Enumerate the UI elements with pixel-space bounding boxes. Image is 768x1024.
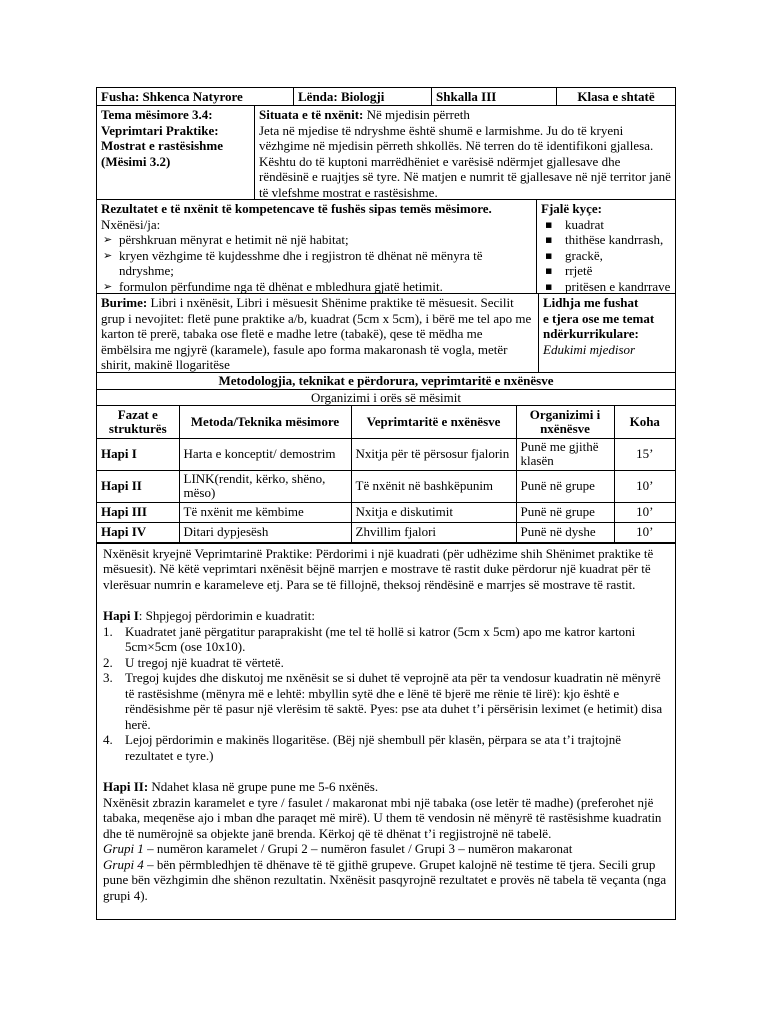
step-number: 2. (103, 654, 113, 670)
situata-title: Në mjedisin përreth (363, 107, 470, 122)
burime-cell (97, 294, 539, 372)
lidhja-heading-line: ndërkurrikulare: (543, 326, 639, 341)
list-item: ➢ formulon përfundime nga të dhënat e mbledhura gjatë hetimit. (101, 279, 532, 294)
step-number: 1. (103, 623, 113, 639)
step-number: 4. (103, 732, 113, 747)
topic-row (97, 105, 675, 199)
faza-cell: Hapi III (97, 502, 179, 522)
hapi2-body: Nxënësit zbrazin karamelet e tyre / fasulet / makaronat mbi një tabaka (ose letër të madhe) (preferohet një tabaka, meqenëse ajo i mban dhe paraqet më mirë). U them të vendosin në mënyrë të rastësishme kuadratin dhe të numërojnë sa objekte janë brenda. Kërkoj që të dhënat t’i regjistrojnë në tabelë. (103, 794, 662, 841)
koha-cell: 15’ (614, 438, 675, 470)
column-header: Metoda/Teknika mësimore (179, 406, 351, 438)
koha-cell: 10’ (614, 502, 675, 522)
burime-text: Libri i nxënësit, Libri i mësuesit Shënime praktike të mësuesit. Secilit grup i nevojitet: fletë pune praktike a/b, kuadrat (5cm x 5cm), i bërë me tel apo me karton të prerë, tabaka ose fletë e madhe letre (tabakë), qese të mëdha me ëmbëlsira me ngjyrë (karamele), fasule apo forma makaronash të vogla, metër shirit, makinë llogaritëse (101, 295, 532, 372)
grupi4-label: Grupi 4 (103, 856, 144, 872)
methodology-table (97, 406, 675, 543)
koha-cell: 10’ (614, 470, 675, 502)
keyword-item: ▪ kuadrat (541, 217, 671, 233)
veprimtari-cell: Nxitja e diskutimit (351, 502, 516, 522)
column-header: Veprimtaritë e nxënësve (351, 406, 516, 438)
body-text (97, 543, 675, 920)
situata-cell (255, 106, 675, 199)
organizimi-cell: Punë në dyshe (516, 522, 614, 542)
faza-cell: Hapi IV (97, 522, 179, 542)
table-row (97, 522, 675, 542)
metoda-cell: Të nxënit me këmbime (179, 502, 351, 522)
keyword-item: ▪ rrjetë (541, 263, 671, 279)
step-number: 3. (103, 670, 113, 685)
metodologjia-title: Metodologjia, teknikat e përdorura, veprimtaritë e nxënësve (97, 372, 675, 389)
step-text: Lejoj përdorimin e makinës llogaritëse. (Bëj një shembull për klasën, përpara se ata t’i trajtojnë rezultatet e tyre.) (125, 732, 621, 763)
column-header: Fazat e strukturës (97, 406, 179, 438)
grupi4-text: – bën përmbledhjen të dhënave të të gjithë grupeve. Grupet kalojnë në testime të tjera. Secili grup pune bën vëzhgimin dhe shënon rezultatin. Nxënësit pasqyrojnë rezultatet e provës në tabela të veçanta (nga grupi 4). (103, 856, 667, 903)
shkalla-cell: Shkalla III (432, 88, 557, 105)
fusha-cell: Fusha: Shkenca Natyrore (97, 88, 294, 105)
list-item (103, 624, 669, 655)
topic-line: Mostrat e rastësishme (101, 138, 224, 153)
list-item: ➢ përshkruan mënyrat e hetimit në një habitat; (101, 232, 532, 248)
hapi1-title: : Shpjegoj përdorimin e kuadratit: (138, 608, 315, 623)
organizimi-title: Organizimi i orës së mësimit (97, 389, 675, 405)
faza-cell: Hapi II (97, 470, 179, 502)
methodology-table-wrap (97, 405, 675, 543)
grupi1-text: – numëron karamelet / Grupi 2 – numëron fasulet / Grupi 3 – numëron makaronat (143, 841, 573, 856)
table-row (97, 502, 675, 522)
column-header: Koha (614, 406, 675, 438)
faza-cell: Hapi I (97, 438, 179, 470)
veprimtari-cell: Të nxënit në bashkëpunim (351, 470, 516, 502)
lenda-cell: Lënda: Biologji (294, 88, 432, 105)
lidhja-heading-line: Lidhja me fushat (543, 295, 639, 310)
list-item (103, 655, 669, 671)
koha-cell: 10’ (614, 522, 675, 542)
burime-label: Burime: (101, 295, 148, 310)
hapi2-title: Ndahet klasa në grupe pune me 5-6 nxënës. (148, 779, 379, 794)
hapi2-label: Hapi II: (103, 779, 149, 794)
metoda-cell: Ditari dypjesësh (179, 522, 351, 542)
klasa-cell: Klasa e shtatë (577, 89, 655, 104)
rezultatet-subject: Nxënësi/ja: (101, 216, 161, 232)
hapi1-label: Hapi I (103, 608, 139, 623)
column-header: Organizimi i nxënësve (516, 406, 614, 438)
topic-cell (97, 106, 255, 199)
fjale-kyce-cell (537, 200, 675, 293)
table-row (97, 438, 675, 470)
metoda-cell: Harta e konceptit/ demostrim (179, 438, 351, 470)
lesson-plan (96, 87, 676, 920)
organizimi-cell: Punë në grupe (516, 502, 614, 522)
topic-line: Veprimtari Praktike: (101, 122, 219, 138)
organizimi-cell: Punë në grupe (516, 470, 614, 502)
topic-line: Tema mësimore 3.4: (101, 107, 213, 122)
step-text: U tregoj një kuadrat të vërtetë. (125, 654, 284, 670)
organizimi-cell: Punë me gjithë klasën (516, 438, 614, 470)
intro-paragraph: Nxënësit kryejnë Veprimtarinë Praktike: Përdorimi i një kuadrati (për udhëzime shih Shënimet praktike të mësuesit). Në këtë veprimtari nxënësit bëjnë marrjen e mostrave të rastit duke përdorur një kuadrat për të vlerësuar numrin e karameleve etj. Para se të fillojnë, theksoj rëndësinë e marrjes së mostrave të rastit. (103, 545, 654, 592)
step-text: Kuadratet janë përgatitur paraprakisht (me tel të hollë si katror (5cm x 5cm) apo me katror kartoni 5cm×5cm (ose 10x10). (125, 623, 636, 654)
metoda-cell: LINK(rendit, kërko, shëno, mëso) (179, 470, 351, 502)
lidhja-heading-line: e tjera ose me temat (543, 310, 655, 326)
lidhja-cell (539, 294, 675, 372)
table-row (97, 470, 675, 502)
lidhja-value: Edukimi mjedisor (543, 341, 636, 357)
keyword-item: ▪ grackë, (541, 248, 671, 264)
grupi1-label: Grupi 1 (103, 841, 144, 856)
veprimtari-cell: Nxitja për të përsosur fjalorin (351, 438, 516, 470)
fjale-kyce-list (541, 217, 671, 294)
table-header-row (97, 406, 675, 438)
fjale-kyce-heading: Fjalë kyçe: (541, 201, 603, 216)
keyword-item: ▪ pritësen e kandrrave (541, 279, 671, 294)
situata-body: Jeta në mjedise të ndryshme është shumë e larmishme. Ju do të kryeni vëzhgime në mjedisin përreth shkollës. Në terren do të identifikoni gjallesa. Kështu do të kuptoni marrëdhëniet e varësisë ndërmjet gjallesave dhe rëndësinë e ruajtjes së tyre. Në matjen e numrit të gjallesave në një territor janë të vlefshme mostrat e rastësishme. (259, 122, 671, 199)
step-text: Tregoj kujdes dhe diskutoj me nxënësit se si duhet të veprojnë ata për ta vendosur kuadratin në mënyrë të rastësishme (mënyra më e lehtë: mbyllin sytë dhe e lënë të bjerë me rënie të lirë): kjo është e rëndësishme për të pasur një vlerësim të saktë. Pyes: pse ata duhet t’i përsërisin leximet (e hetimit) disa herë. (125, 670, 663, 732)
situata-label: Situata e të nxënit: (259, 107, 364, 122)
rezultatet-list (101, 232, 532, 293)
topic-line: (Mësimi 3.2) (101, 153, 171, 169)
veprimtari-cell: Zhvillim fjalori (351, 522, 516, 542)
hapi1-steps (103, 624, 669, 764)
burime-row (97, 293, 675, 372)
rezultatet-cell (97, 200, 537, 293)
keyword-item: ▪ thithëse kandrrash, (541, 232, 671, 248)
list-item (103, 670, 669, 732)
results-row (97, 199, 675, 293)
list-item: ➢ kryen vëzhgime të kujdesshme dhe i regjistron të dhënat në mënyra të ndryshme; (101, 248, 532, 279)
list-item (103, 732, 669, 763)
header-row (97, 88, 675, 105)
rezultatet-heading: Rezultatet e të nxënit të kompetencave të fushës sipas temës mësimore. (101, 201, 492, 216)
